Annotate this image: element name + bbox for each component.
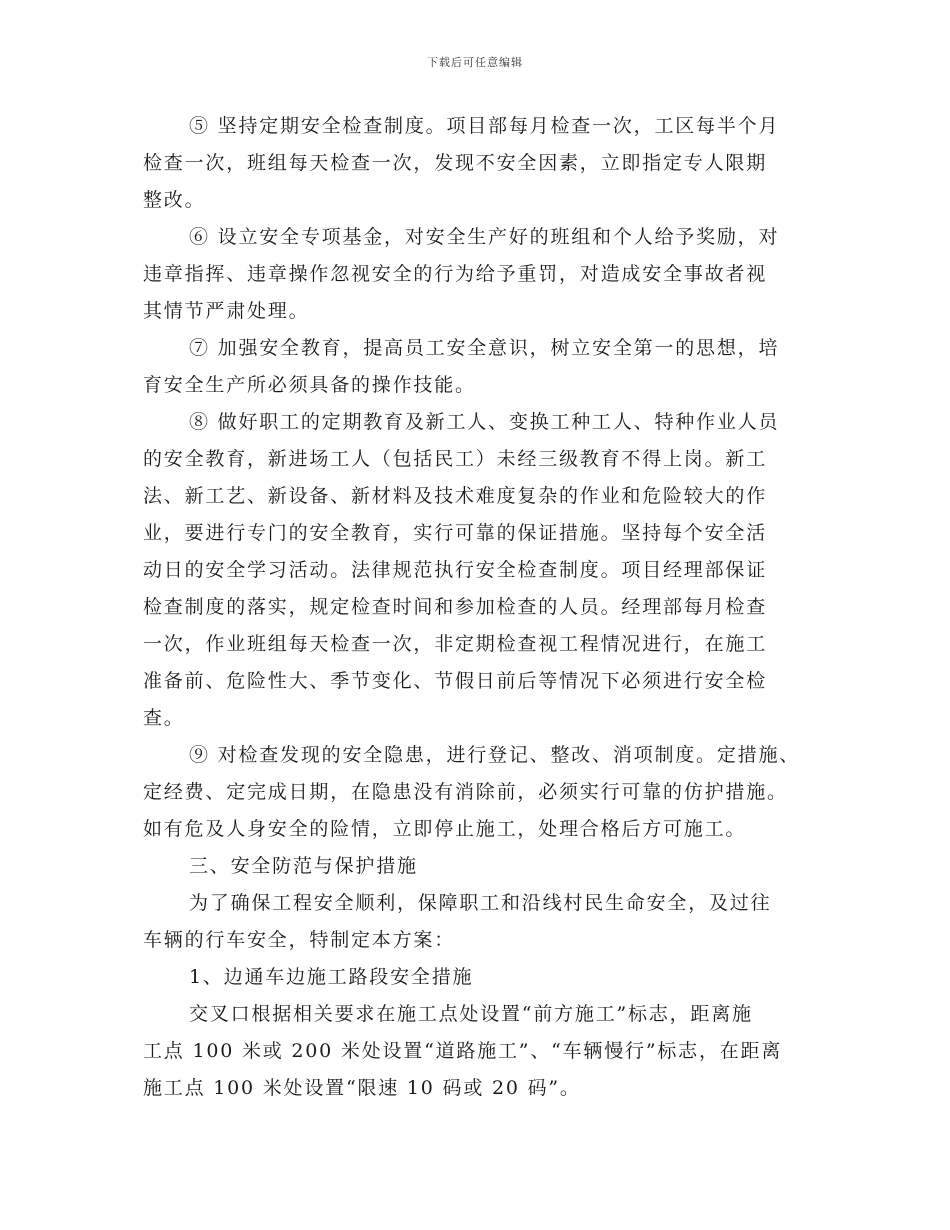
text-line: 一次，作业班组每天检查一次，非定期检查视工程情况进行，在施工	[143, 633, 768, 655]
text-line: 检查一次，班组每天检查一次，发现不安全因素，立即指定专人限期	[143, 152, 768, 174]
section-heading: 三、安全防范与保护措施	[189, 855, 418, 877]
text-line: 检查制度的落实，规定检查时间和参加检查的人员。经理部每月检查	[143, 596, 768, 618]
text-line: 定经费、定完成日期，在隐患没有消除前，必须实行可靠的仿护措施。	[143, 781, 788, 803]
document-body	[143, 108, 815, 1107]
text-line: 施工点 100 米处设置“限速 10 码或 20 码”。	[143, 1077, 581, 1099]
subsection-heading: 1、边通车边施工路段安全措施	[189, 966, 474, 988]
text-line: 整改。	[143, 189, 206, 211]
page-header: 下载后可任意编辑	[427, 56, 523, 69]
text-line: 动日的安全学习活动。法律规范执行安全检查制度。项目经理部保证	[143, 559, 768, 581]
text-line: ⑨ 对检查发现的安全隐患，进行登记、整改、消项制度。定措施、	[189, 744, 801, 766]
text-line: 的安全教育，新进场工人（包括民工）未经三级教育不得上岗。新工	[143, 448, 768, 470]
text-line: ⑥ 设立安全专项基金，对安全生产好的班组和个人给予奖励，对	[189, 226, 780, 248]
text-line: ⑧ 做好职工的定期教育及新工人、变换工种工人、特种作业人员	[189, 411, 780, 433]
text-line: 育安全生产所必须具备的操作技能。	[143, 374, 476, 396]
text-line: 业，要进行专门的安全教育，实行可靠的保证措施。坚持每个安全活	[143, 522, 768, 544]
text-line: 查。	[143, 707, 185, 729]
text-line: 法、新工艺、新设备、新材料及技术难度复杂的作业和危险较大的作	[143, 485, 768, 507]
text-line: 准备前、危险性大、季节变化、节假日前后等情况下必须进行安全检	[143, 670, 768, 692]
text-line: 交叉口根据相关要求在施工点处设置“前方施工”标志，距离施	[189, 1003, 753, 1025]
text-line: 违章指挥、违章操作忽视安全的行为给予重罚，对造成安全事故者视	[143, 263, 768, 285]
text-line: ⑦ 加强安全教育，提高员工安全意识，树立安全第一的思想，培	[189, 337, 780, 359]
text-line: 如有危及人身安全的险情，立即停止施工，处理合格后方可施工。	[143, 818, 747, 840]
text-line: 工点 100 米或 200 米处设置“道路施工”、“车辆慢行”标志，在距离	[143, 1040, 783, 1062]
text-line: 车辆的行车安全，特制定本方案：	[143, 929, 456, 951]
text-line: 为了确保工程安全顺利，保障职工和沿线村民生命安全，及过往	[189, 892, 772, 914]
text-line: 其情节严肃处理。	[143, 300, 310, 322]
text-line: ⑤ 坚持定期安全检查制度。项目部每月检查一次，工区每半个月	[189, 115, 780, 137]
